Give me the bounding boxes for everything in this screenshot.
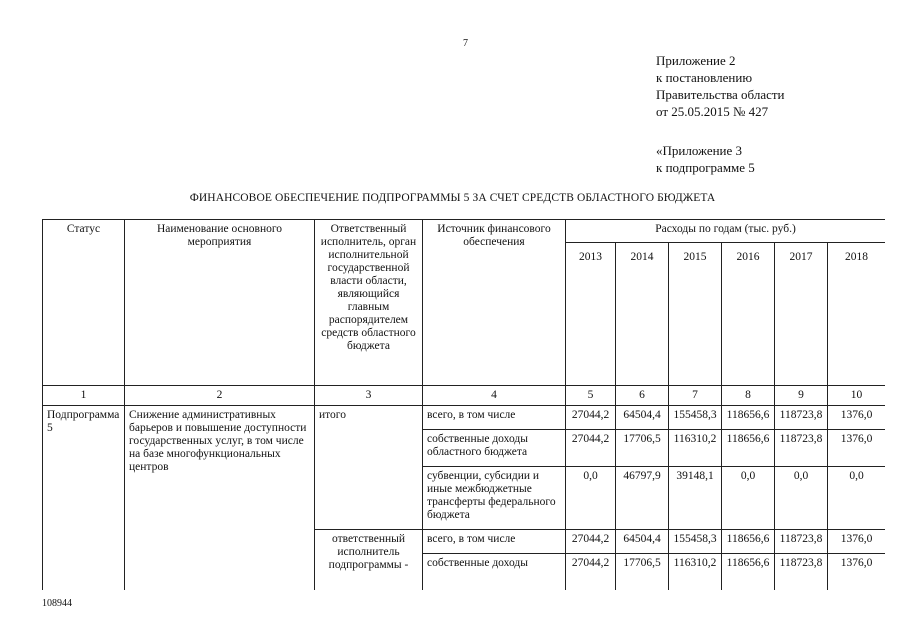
column-numbers-row xyxy=(43,386,886,406)
header-status: Статус xyxy=(43,220,125,386)
column-number: 1 xyxy=(43,386,125,406)
column-number: 6 xyxy=(616,386,669,406)
value-cell: 0,0 xyxy=(828,467,886,530)
value-cell: 64504,4 xyxy=(616,530,669,554)
value-cell: 118656,6 xyxy=(722,554,775,591)
appendix-line: к подпрограмме 5 xyxy=(656,160,755,175)
header-source: Источник финансового обеспечения xyxy=(423,220,566,386)
source-cell: всего, в том числе xyxy=(423,530,566,554)
value-cell: 118656,6 xyxy=(722,530,775,554)
year-header: 2018 xyxy=(828,243,886,386)
finance-table xyxy=(42,219,885,590)
table-row xyxy=(43,406,886,430)
year-header: 2013 xyxy=(566,243,616,386)
source-cell: субвенции, субсидии и иные межбюджетные трансферты федерального бюджета xyxy=(423,467,566,530)
value-cell: 0,0 xyxy=(722,467,775,530)
value-cell: 17706,5 xyxy=(616,554,669,591)
value-cell: 27044,2 xyxy=(566,430,616,467)
appendix-line: «Приложение 3 xyxy=(656,143,743,158)
value-cell: 118723,8 xyxy=(775,406,828,430)
column-number: 9 xyxy=(775,386,828,406)
source-cell: собственные доходы xyxy=(423,554,566,591)
value-cell: 39148,1 xyxy=(669,467,722,530)
value-cell: 118723,8 xyxy=(775,430,828,467)
year-header: 2014 xyxy=(616,243,669,386)
value-cell: 118656,6 xyxy=(722,406,775,430)
measure-cell: Снижение административных барьеров и повышение доступности государственных услуг, в том числе на базе многофункциональных центров xyxy=(125,406,315,591)
value-cell: 27044,2 xyxy=(566,530,616,554)
value-cell: 0,0 xyxy=(775,467,828,530)
value-cell: 64504,4 xyxy=(616,406,669,430)
value-cell: 118723,8 xyxy=(775,530,828,554)
document-title: ФИНАНСОВОЕ ОБЕСПЕЧЕНИЕ ПОДПРОГРАММЫ 5 ЗА СЧЕТ СРЕДСТВ ОБЛАСТНОГО БЮДЖЕТА xyxy=(189,192,716,204)
value-cell: 155458,3 xyxy=(669,406,722,430)
value-cell: 46797,9 xyxy=(616,467,669,530)
value-cell: 1376,0 xyxy=(828,530,886,554)
appendix-line: Приложение 2 xyxy=(656,53,736,68)
appendix-line: от 25.05.2015 № 427 xyxy=(656,104,769,119)
year-header: 2016 xyxy=(722,243,775,386)
value-cell: 27044,2 xyxy=(566,406,616,430)
value-cell: 1376,0 xyxy=(828,430,886,467)
value-cell: 1376,0 xyxy=(828,554,886,591)
column-number: 10 xyxy=(828,386,886,406)
value-cell: 116310,2 xyxy=(669,554,722,591)
column-number: 5 xyxy=(566,386,616,406)
value-cell: 17706,5 xyxy=(616,430,669,467)
executor-cell: ответственный исполнитель подпрограммы - xyxy=(315,530,423,591)
executor-cell: итого xyxy=(315,406,423,530)
value-cell: 1376,0 xyxy=(828,406,886,430)
value-cell: 118656,6 xyxy=(722,430,775,467)
appendix-line: Правительства области xyxy=(656,87,785,102)
appendix-header xyxy=(656,52,785,120)
header-row xyxy=(43,220,886,243)
source-cell: всего, в том числе xyxy=(423,406,566,430)
column-number: 7 xyxy=(669,386,722,406)
column-number: 8 xyxy=(722,386,775,406)
appendix-subheader xyxy=(656,142,755,176)
year-header: 2017 xyxy=(775,243,828,386)
page-number: 7 xyxy=(463,38,468,49)
column-number: 4 xyxy=(423,386,566,406)
column-number: 2 xyxy=(125,386,315,406)
value-cell: 155458,3 xyxy=(669,530,722,554)
header-expenses: Расходы по годам (тыс. руб.) xyxy=(566,220,886,243)
column-number: 3 xyxy=(315,386,423,406)
header-measure: Наименование основного мероприятия xyxy=(125,220,315,386)
value-cell: 27044,2 xyxy=(566,554,616,591)
value-cell: 0,0 xyxy=(566,467,616,530)
value-cell: 118723,8 xyxy=(775,554,828,591)
year-header: 2015 xyxy=(669,243,722,386)
appendix-line: к постановлению xyxy=(656,70,753,85)
source-cell: собственные доходы областного бюджета xyxy=(423,430,566,467)
finance-table-wrapper xyxy=(42,219,885,592)
header-executor: Ответственный исполнитель, орган исполнительной государственной власти области, являющийся главным распорядителем средств областного бюджета xyxy=(315,220,423,386)
document-code: 108944 xyxy=(42,598,72,609)
status-cell: Подпрограмма 5 xyxy=(43,406,125,591)
value-cell: 116310,2 xyxy=(669,430,722,467)
